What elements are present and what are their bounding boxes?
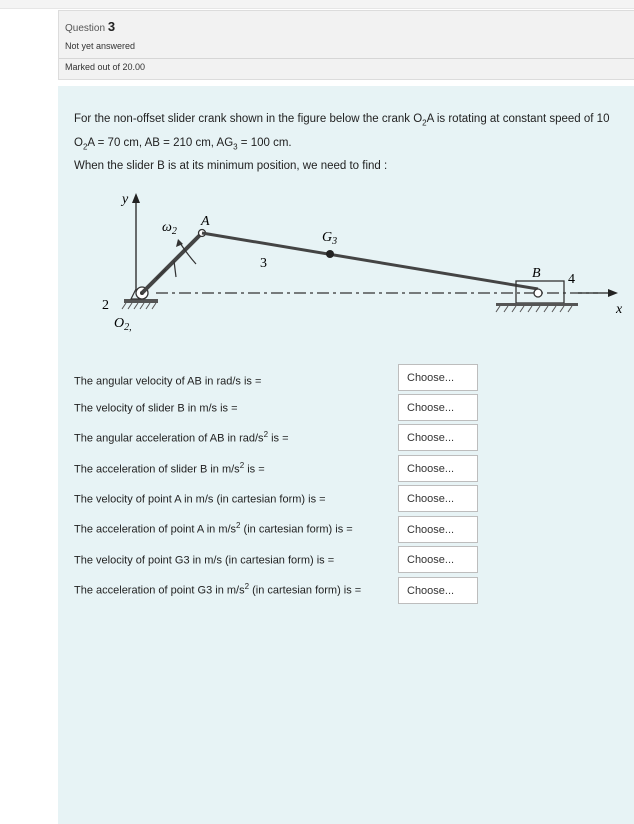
coupler-link-3 <box>202 233 538 289</box>
crank-tick-1 <box>156 269 166 279</box>
intro-line-2: $O_2A = 70$ cm, AB = 210 cm, $AG_3 = 100$ cm. <box>74 137 292 152</box>
question-marks: Marked out of 20.00 <box>65 62 146 72</box>
question-label-4: The acceleration of slider B in $m/s^2$ is = <box>74 461 265 476</box>
x-axis-arrow <box>608 289 618 297</box>
question-label-2: The velocity of slider B in m/s is = <box>74 402 238 415</box>
point-a-label: A <box>201 214 210 229</box>
answer-select-6[interactable]: Choose... <box>398 516 478 543</box>
divider <box>59 58 634 59</box>
link-2-label: 2 <box>102 298 109 313</box>
question-info-panel <box>58 10 634 80</box>
answer-select-1[interactable]: Choose... <box>398 364 478 391</box>
point-b-label: B <box>532 266 541 281</box>
slider-b <box>516 281 564 303</box>
question-label-3: The angular acceleration of AB in rad/$s^2$ is = <box>74 430 289 445</box>
answer-select-3[interactable]: Choose... <box>398 424 478 451</box>
omega-label: $\omega_2$ <box>162 220 177 237</box>
question-content <box>58 86 634 824</box>
slider-crank-diagram <box>98 189 634 339</box>
mass-center-g3 <box>326 250 334 258</box>
answer-select-7[interactable]: Choose... <box>398 546 478 573</box>
answer-select-4[interactable]: Choose... <box>398 455 478 482</box>
intro-line-1: For the non-offset slider crank shown in the figure below the crank $O_2A$ is rotating at constant speed of 10 <box>74 113 610 128</box>
top-strip <box>0 0 634 9</box>
g3-label: $G_3$ <box>322 230 338 247</box>
question-number: 3 <box>107 19 116 34</box>
answer-select-2[interactable]: Choose... <box>398 394 478 421</box>
crank-link-2 <box>142 234 201 293</box>
answer-select-5[interactable]: Choose... <box>398 485 478 512</box>
link-4-label: 4 <box>568 272 575 287</box>
y-axis-label: y <box>122 192 129 207</box>
x-axis-label: x <box>616 302 623 317</box>
ground-pivot-o2 <box>122 287 158 309</box>
question-status: Not yet answered <box>65 41 136 51</box>
answer-select-8[interactable]: Choose... <box>398 577 478 604</box>
question-label-7: The velocity of point G3 in m/s (in cartesian form) is = <box>74 554 335 567</box>
link-3-label: 3 <box>260 256 267 271</box>
question-title: Question 3 <box>65 19 116 34</box>
question-label-5: The velocity of point A in m/s (in cartesian form) is = <box>74 493 326 506</box>
o2-label: $O_{2,}$ <box>114 316 132 333</box>
question-label-6: The acceleration of point A in $m/s^2$ (in cartesian form) is = <box>74 521 353 536</box>
question-label-8: The acceleration of point G3 in $m/s^2$ (in cartesian form) is = <box>74 582 362 597</box>
y-axis-arrow <box>132 193 140 203</box>
question-label-1: The angular velocity of AB in rad/s is = <box>74 375 262 388</box>
crank-tick-2 <box>174 261 176 277</box>
intro-line-3: When the slider B is at its minimum position, we need to find : <box>74 160 388 172</box>
slider-ground <box>496 303 578 312</box>
